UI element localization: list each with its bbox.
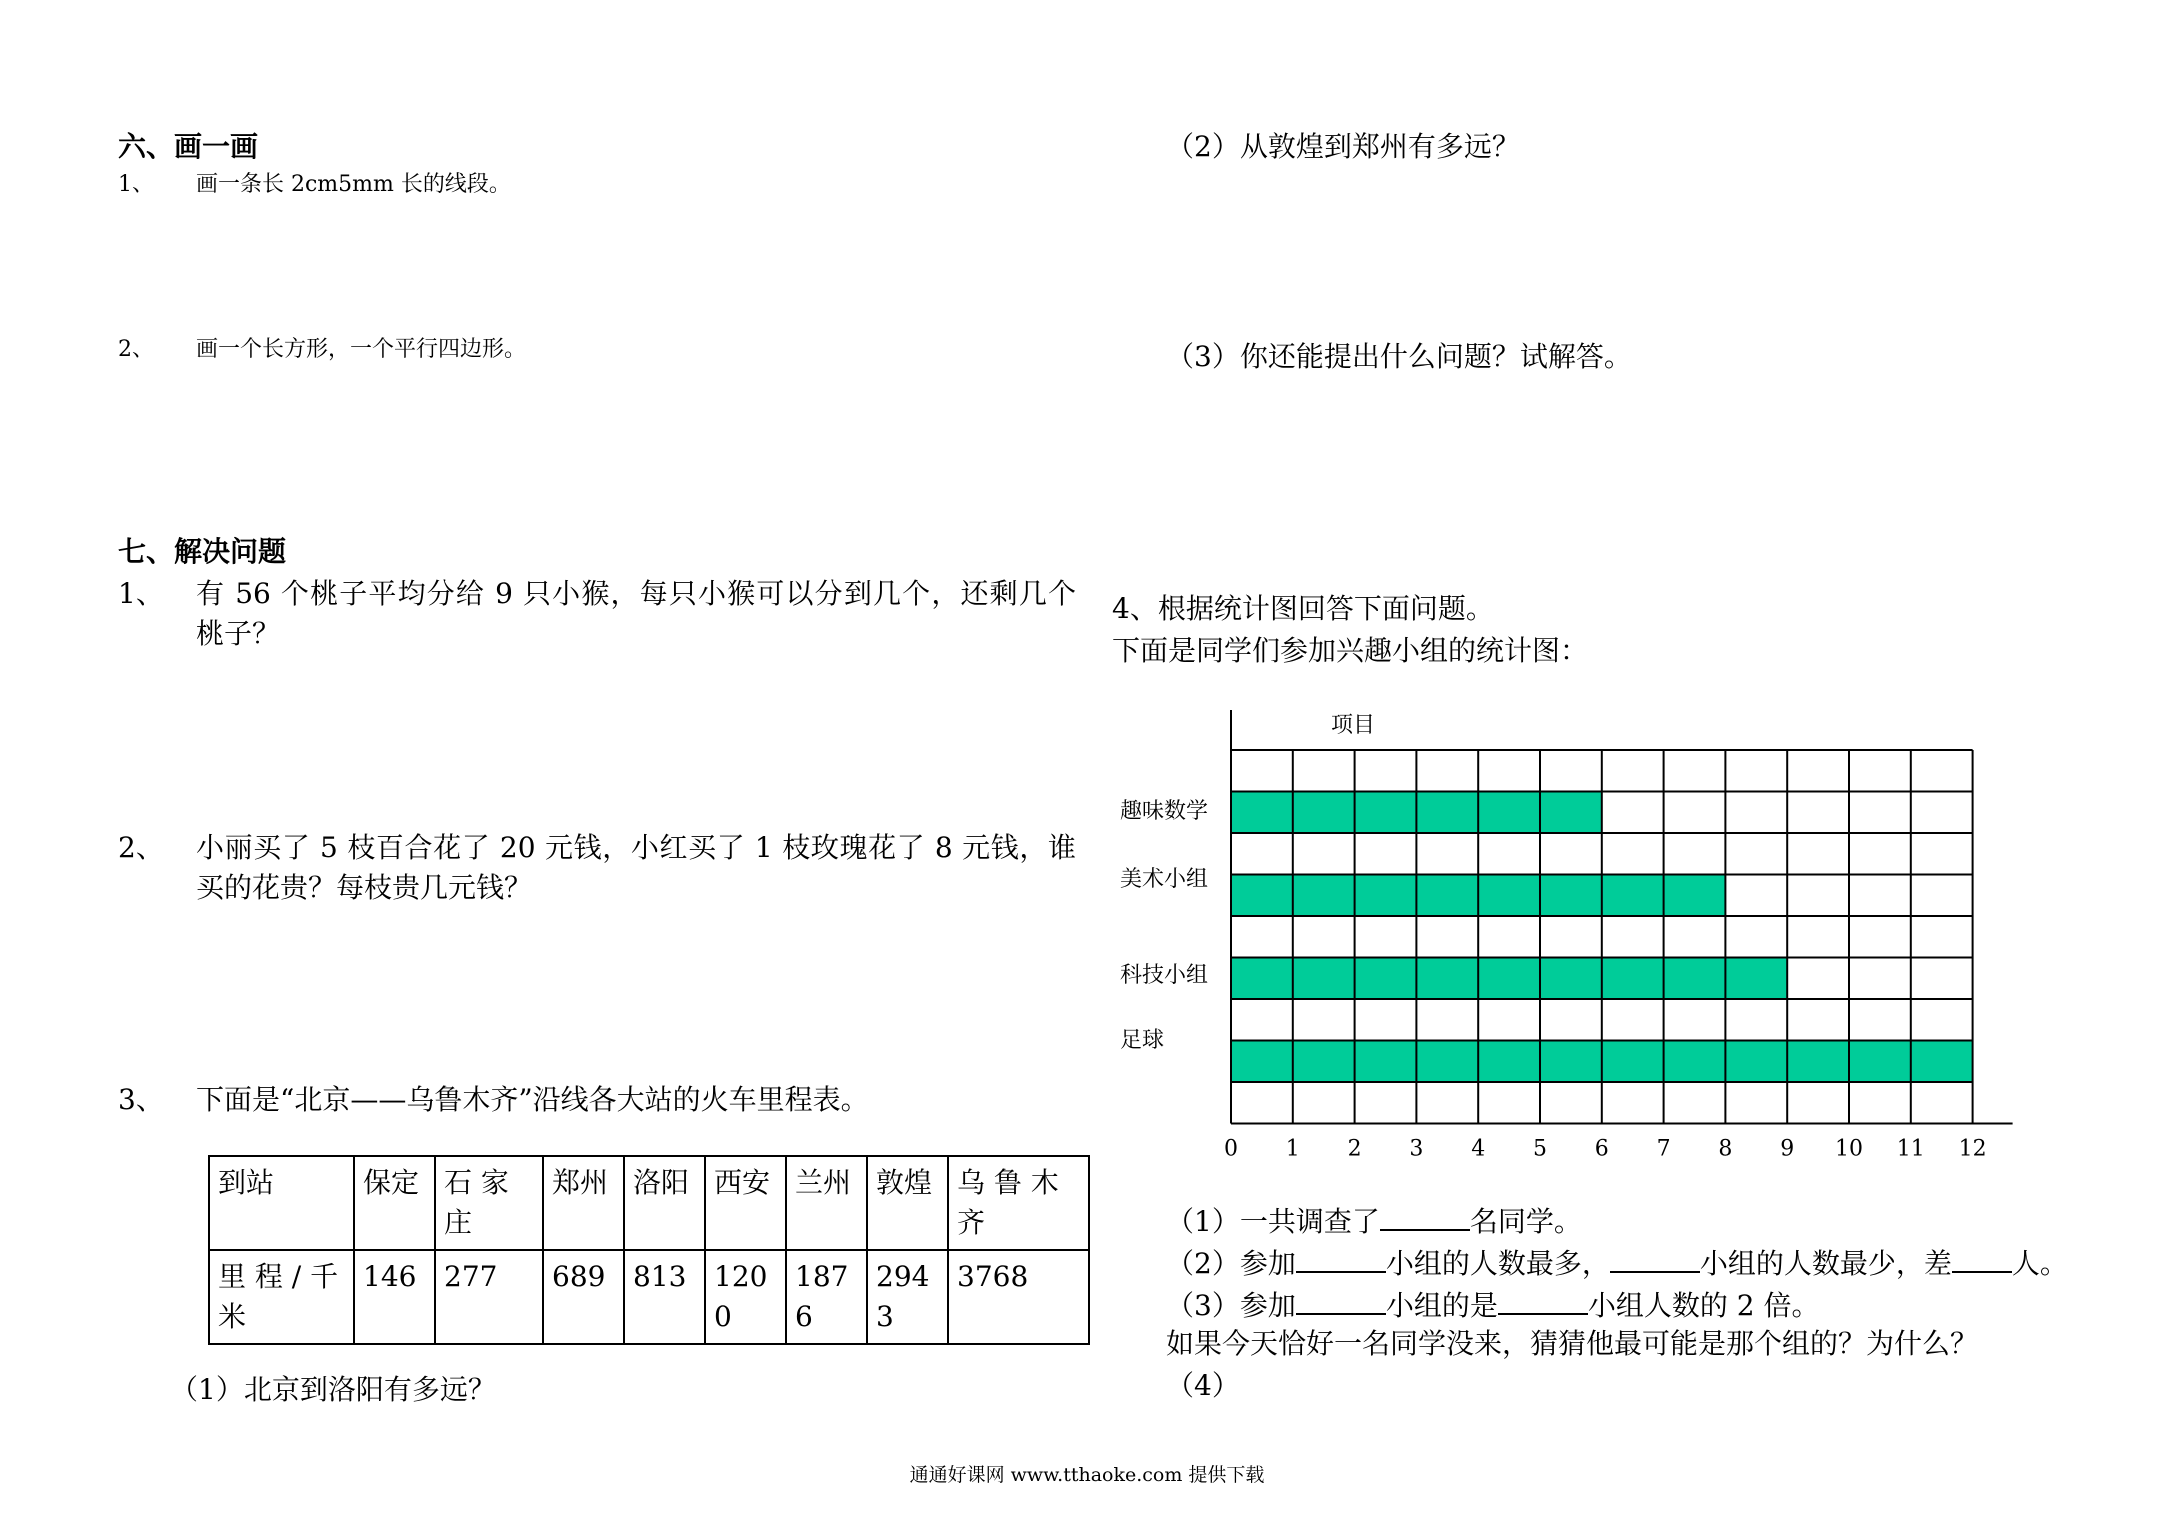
answer-blank[interactable] [1296, 1245, 1386, 1273]
bar [1231, 958, 1787, 1000]
answer-blank[interactable] [1498, 1287, 1588, 1315]
q4-a1-post: 名同学。 [1469, 1205, 1582, 1238]
table-cell: 洛阳 [624, 1156, 705, 1250]
table-cell: 1876 [786, 1250, 867, 1344]
answer-blank[interactable] [1380, 1203, 1470, 1231]
chart-title: 项目 [1331, 713, 1376, 738]
q2-line2: 买的花贵？每枝贵几元钱？ [196, 871, 533, 904]
q4-a2-mid2: 小组的人数最少，差 [1699, 1247, 1952, 1280]
q4-line2: 下面是同学们参加兴趣小组的统计图： [1112, 634, 1589, 667]
q4-a2-mid1: 小组的人数最多， [1385, 1247, 1610, 1280]
q4-answer1 [1166, 1200, 1582, 1240]
table-cell: 兰州 [786, 1156, 867, 1250]
tick-label: 3 [1409, 1136, 1424, 1162]
category-label: 足球 [1120, 1028, 1165, 1053]
q4-a3-post: 小组人数的 2 倍。 [1587, 1289, 1820, 1322]
tick-label: 11 [1896, 1136, 1925, 1162]
table-cell: 277 [435, 1250, 543, 1344]
table-header-row [209, 1156, 1089, 1250]
mileage-table [208, 1155, 1090, 1345]
q3-sub2: （2）从敦煌到郑州有多远？ [1166, 130, 1520, 163]
q2-number: 2、 [118, 831, 164, 864]
table-cell: 813 [624, 1250, 705, 1344]
tick-label: 5 [1533, 1136, 1547, 1162]
tick-label: 10 [1835, 1136, 1863, 1162]
q4-a2-pre: （2）参加 [1166, 1247, 1296, 1280]
q1-number: 1、 [118, 577, 164, 610]
section6-q2-text: 画一个长方形，一个平行四边形。 [196, 337, 527, 362]
category-label: 科技小组 [1120, 963, 1209, 988]
tick-label: 1 [1285, 1136, 1300, 1162]
q4-a3-mid: 小组的是 [1385, 1289, 1498, 1322]
q4-answer4-text: 如果今天恰好一名同学没来，猜猜他最可能是那个组的？为什么？ [1166, 1327, 1979, 1360]
table-row [209, 1250, 1089, 1344]
category-label: 美术小组 [1120, 867, 1209, 892]
table-cell: 1200 [705, 1250, 786, 1344]
table-cell: 689 [543, 1250, 624, 1344]
tick-label: 12 [1958, 1136, 1987, 1162]
q4-answer2 [1166, 1242, 2068, 1282]
tick-label: 4 [1471, 1136, 1486, 1162]
table-cell: 西安 [705, 1156, 786, 1250]
section6-title: 六、画一画 [118, 130, 259, 163]
table-cell: 郑州 [543, 1156, 624, 1250]
table-cell: 3768 [948, 1250, 1089, 1344]
tick-label: 6 [1594, 1136, 1609, 1162]
q4-a3-pre: （3）参加 [1166, 1289, 1296, 1322]
section7-title: 七、解决问题 [118, 535, 287, 568]
table-cell: 保定 [354, 1156, 435, 1250]
section6-q1-text: 画一条长 2cm5mm 长的线段。 [196, 172, 511, 197]
section6-q2-number: 2、 [118, 337, 154, 362]
answer-blank[interactable] [1610, 1245, 1700, 1273]
q3-sub3: （3）你还能提出什么问题？试解答。 [1166, 340, 1632, 373]
q1-line2: 桃子？ [196, 617, 281, 650]
answer-blank[interactable] [1296, 1287, 1386, 1315]
q4-answer4-number: （4） [1166, 1369, 1240, 1402]
q4-a2-post: 人。 [2011, 1247, 2068, 1280]
table-cell: 146 [354, 1250, 435, 1344]
table-cell: 2943 [867, 1250, 948, 1344]
q4-line1: 4、根据统计图回答下面问题。 [1112, 592, 1494, 625]
q2-line1: 小丽买了 5 枝百合花了 20 元钱，小红买了 1 枝玫瑰花了 8 元钱，谁 [196, 831, 1076, 864]
q4-answer3 [1166, 1284, 1819, 1324]
q1-line1: 有 56 个桃子平均分给 9 只小猴，每只小猴可以分到几个，还剩几个 [196, 577, 1076, 610]
table-cell: 敦煌 [867, 1156, 948, 1250]
footer-credit: 通通好课网 www.tthaoke.com 提供下载 [909, 1464, 1265, 1486]
category-label: 趣味数学 [1120, 799, 1209, 824]
q3-sub1: （1）北京到洛阳有多远？ [170, 1373, 496, 1406]
answer-blank[interactable] [1952, 1245, 2012, 1273]
tick-label: 9 [1780, 1136, 1795, 1162]
q3-text: 下面是“北京——乌鲁木齐”沿线各大站的火车里程表。 [196, 1083, 869, 1116]
tick-label: 2 [1347, 1136, 1362, 1162]
section6-q1-number: 1、 [118, 172, 154, 197]
q4-a1-pre: （1）一共调查了 [1166, 1205, 1380, 1238]
bar-chart [1100, 690, 2040, 1170]
tick-label: 8 [1718, 1136, 1733, 1162]
q3-number: 3、 [118, 1083, 164, 1116]
table-cell: 乌 鲁 木 齐 [948, 1156, 1089, 1250]
table-cell: 到站 [209, 1156, 354, 1250]
table-cell: 石 家 庄 [435, 1156, 543, 1250]
tick-label: 7 [1656, 1136, 1671, 1162]
table-cell: 里 程 / 千 米 [209, 1250, 354, 1344]
tick-label: 0 [1224, 1136, 1238, 1162]
